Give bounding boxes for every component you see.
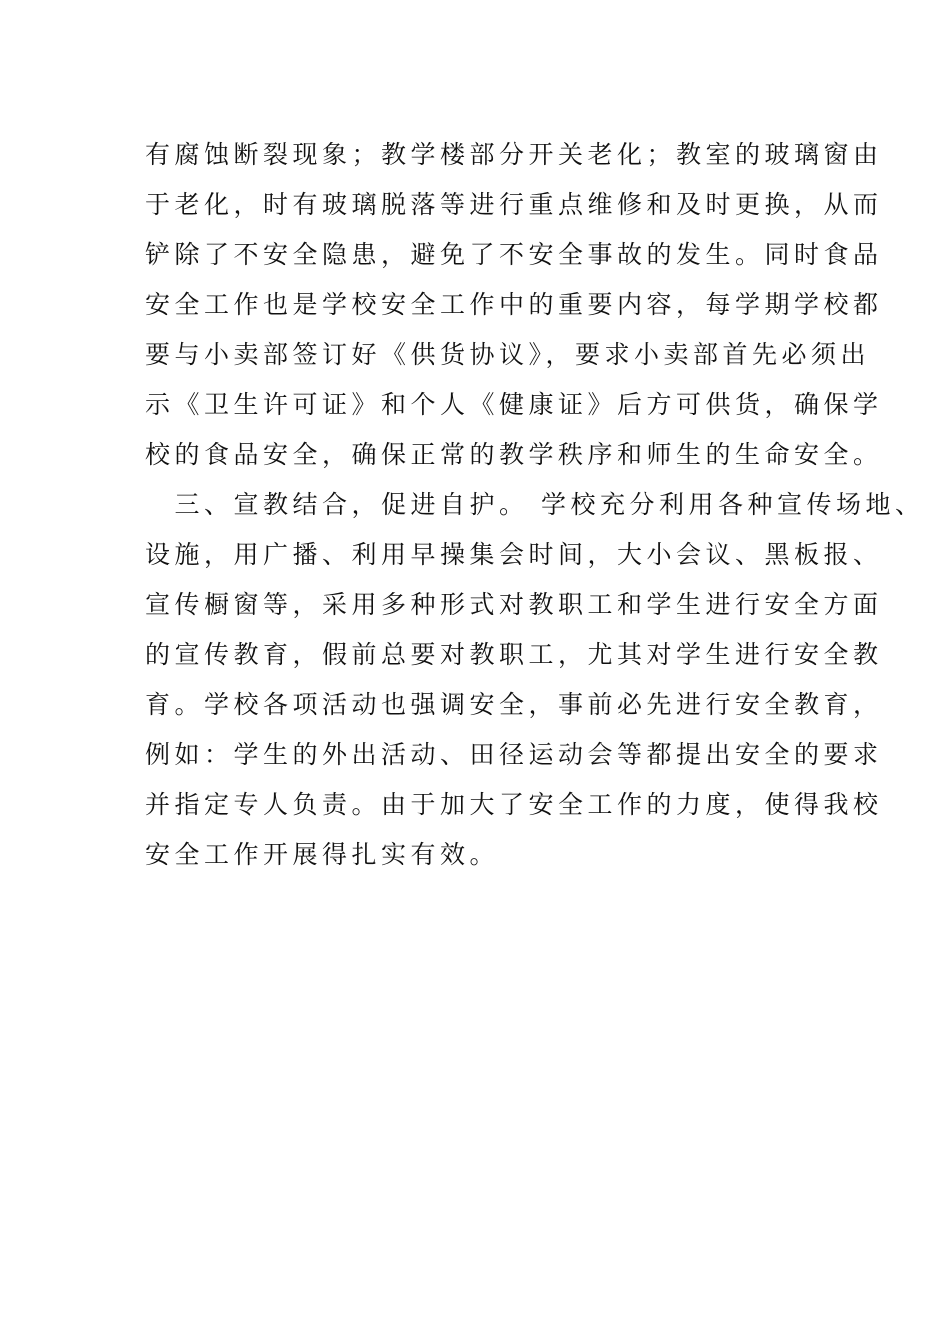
text-line: 并指定专人负责。由于加大了安全工作的力度，使得我校	[145, 790, 883, 819]
text-line: 设施，用广播、利用早操集会时间，大小会议、黑板报、	[145, 540, 883, 569]
text-line: 要与小卖部签订好《供货协议》，要求小卖部首先必须出	[145, 340, 871, 369]
text-line: 示《卫生许可证》和个人《健康证》后方可供货，确保学	[145, 390, 883, 419]
text-line: 安全工作开展得扎实有效。	[145, 840, 500, 869]
text-line: 校的食品安全，确保正常的教学秩序和师生的生命安全。	[145, 440, 883, 469]
text-line: 于老化，时有玻璃脱落等进行重点维修和及时更换，从而	[145, 190, 883, 219]
section-heading-line: 三、宣教结合，促进自护。 学校充分利用各种宣传场地、	[145, 490, 925, 519]
text-line: 的宣传教育，假前总要对教职工，尤其对学生进行安全教	[145, 640, 883, 669]
text-line: 铲除了不安全隐患，避免了不安全事故的发生。同时食品	[145, 240, 883, 269]
text-line: 例如：学生的外出活动、田径运动会等都提出安全的要求	[145, 740, 883, 769]
text-line: 安全工作也是学校安全工作中的重要内容，每学期学校都	[145, 290, 883, 319]
text-line: 育。学校各项活动也强调安全，事前必先进行安全教育，	[145, 690, 883, 719]
document-body	[145, 130, 925, 880]
text-line: 宣传橱窗等，采用多种形式对教职工和学生进行安全方面	[145, 590, 883, 619]
text-line: 有腐蚀断裂现象；教学楼部分开关老化；教室的玻璃窗由	[145, 140, 883, 169]
